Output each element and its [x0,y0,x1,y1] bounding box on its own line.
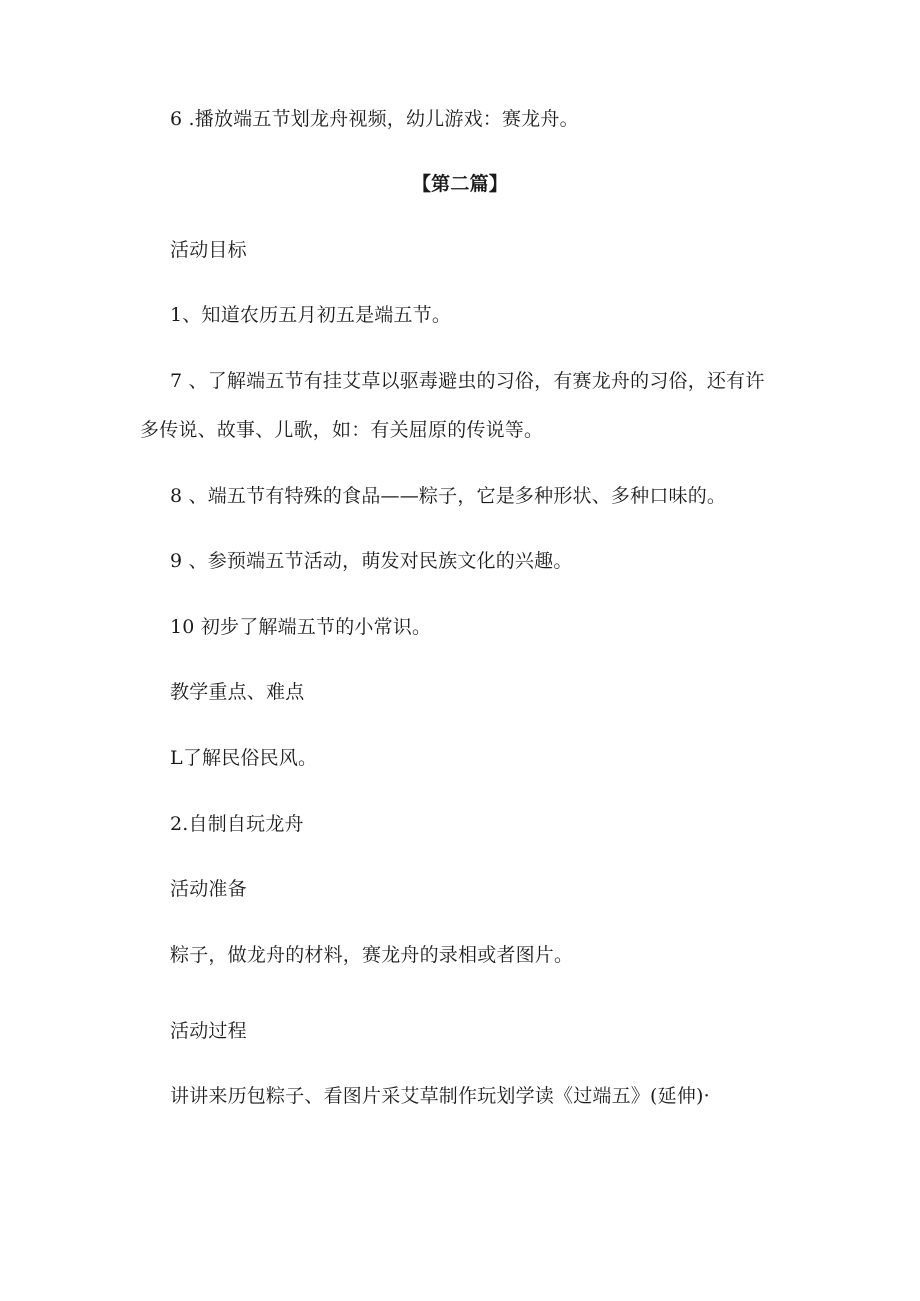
preparation-text: 粽子，做龙舟的材料，赛龙舟的录相或者图片。 [170,944,574,966]
heading-activity-goals: 活动目标 [170,239,247,261]
goal-item-5: 10 初步了解端五节的小常识。 [170,616,432,638]
goal-item-3: 8 、端五节有特殊的食品——粽子，它是多种形状、多种口味的。 [170,485,727,507]
heading-process: 活动过程 [170,1020,247,1042]
key-point-2: 2.自制自玩龙舟 [170,813,304,835]
goal-item-2-line-2: 多传说、故事、儿歌，如：有关屈原的传说等。 [140,419,544,441]
heading-preparation: 活动准备 [170,878,247,900]
section-title: 【第二篇】 [411,173,508,195]
goal-item-1: 1、知道农历五月初五是端五节。 [170,304,452,326]
goal-item-2-line-1: 7 、了解端五节有挂艾草以驱毒避虫的习俗，有赛龙舟的习俗，还有许 [170,370,765,392]
process-text: 讲讲来历包粽子、看图片采艾草制作玩划学读《过端五》(延伸)· [170,1085,710,1107]
key-point-1: L了解民俗民风。 [170,747,318,769]
goal-item-4: 9 、参预端五节活动，萌发对民族文化的兴趣。 [170,550,573,572]
paragraph-step-6: 6 .播放端五节划龙舟视频，幼儿游戏：赛龙舟。 [170,108,579,130]
heading-key-points: 教学重点、难点 [170,681,305,703]
